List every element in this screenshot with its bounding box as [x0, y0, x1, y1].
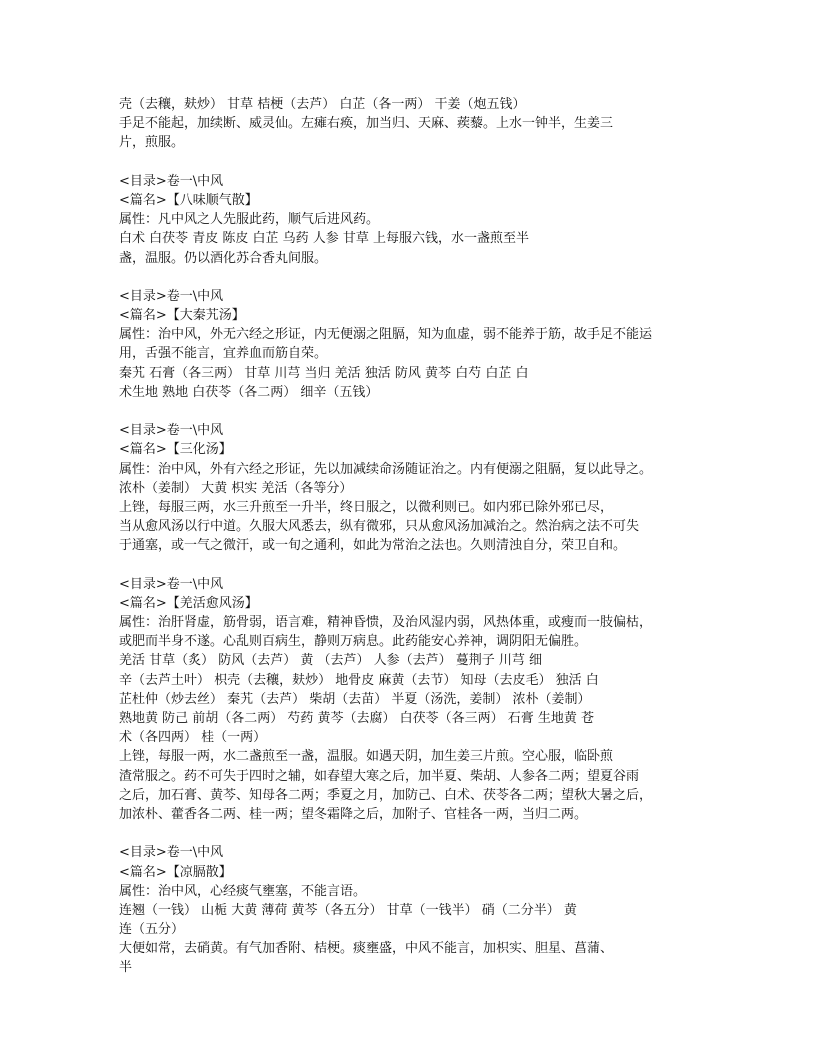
text-line: 浓朴（姜制） 大黄 枳实 羌活（各等分）	[119, 480, 353, 496]
text-line: <目录>卷一\中风	[119, 423, 224, 439]
text-block	[119, 421, 699, 555]
text-line: 上锉，每服三两，水三升煎至一升半，终日服之，以微利则已。如内邪已除外邪已尽，	[119, 499, 614, 515]
text-line: 连（五分）	[119, 922, 185, 938]
text-line: <篇名>【八味顺气散】	[119, 192, 258, 208]
text-line: 术（各四两） 桂（一两）	[119, 730, 267, 746]
text-line: 渣常服之。药不可失于四时之辅，如春望大寒之后，加半夏、柴胡、人参各二两；望夏谷雨	[119, 768, 640, 784]
text-line: 白术 白茯苓 青皮 陈皮 白芷 乌药 人参 甘草 上每服六钱，水一盏煎至半	[119, 231, 530, 247]
text-line: 属性：治中风，外无六经之形证，内无便溺之阻膈，知为血虚，弱不能养于筋，故手足不能运	[119, 327, 653, 343]
text-line: 上锉，每服一两，水二盏煎至一盏，温服。如遇天阴，加生姜三片煎。空心服，临卧煎	[119, 749, 614, 765]
text-line: 羌活 甘草（炙） 防风（去芦） 黄 （去芦） 人参（去芦） 蔓荆子 川芎 细	[119, 653, 543, 669]
text-line: <目录>卷一\中风	[119, 173, 224, 189]
text-line: 或肥而半身不遂。心乱则百病生，静则万病息。此药能安心养神，调阴阳无偏胜。	[119, 634, 588, 650]
text-block	[119, 843, 699, 977]
text-line: 壳（去穰，麸炒） 甘草 桔梗（去芦） 白芷（各一两） 干姜（炮五钱）	[119, 97, 526, 112]
text-line: <目录>卷一\中风	[119, 288, 224, 304]
text-line: 辛（去芦土叶） 枳壳（去穰，麸炒） 地骨皮 麻黄（去节） 知母（去皮毛） 独活 白	[119, 672, 599, 688]
text-block	[119, 575, 699, 824]
paragraph-gap	[119, 153, 699, 172]
text-line: 属性：治中风，心经痰气壅塞，不能言语。	[119, 883, 367, 899]
text-line: 于通塞，或一气之微汗，或一旬之通利，如此为常治之法也。久则清浊自分，荣卫自和。	[119, 538, 627, 554]
text-block	[119, 287, 699, 402]
text-line: <篇名>【羌活愈风汤】	[119, 595, 258, 611]
text-line: 大便如常，去硝黄。有气加香附、桔梗。痰壅盛，中风不能言，加枳实、胆星、菖蒲、	[119, 941, 614, 957]
text-line: 盏，温服。仍以酒化苏合香丸间服。	[119, 250, 328, 266]
text-line: 秦艽 石膏（各三两） 甘草 川芎 当归 羌活 独活 防风 黄芩 白芍 白芷 白	[119, 365, 529, 381]
paragraph-gap	[119, 556, 699, 575]
text-line: <目录>卷一\中风	[119, 845, 224, 861]
text-line: <目录>卷一\中风	[119, 576, 224, 592]
paragraph-gap	[119, 402, 699, 421]
text-line: 术生地 熟地 白茯苓（各二两） 细辛（五钱）	[119, 384, 379, 400]
text-line: 连翘（一钱） 山栀 大黄 薄荷 黄芩（各五分） 甘草（一钱半） 硝（二分半） 黄	[119, 902, 577, 918]
text-line: <篇名>【三化汤】	[119, 442, 232, 458]
paragraph-gap	[119, 268, 699, 287]
text-line: 芷杜仲（炒去丝） 秦艽（去芦） 柴胡（去苗） 半夏（汤洗，姜制） 浓朴（姜制）	[119, 691, 591, 707]
text-line: <篇名>【凉膈散】	[119, 864, 232, 880]
text-line: 加浓朴、藿香各二两、桂一两；望冬霜降之后，加附子、官桂各一两，当归二两。	[119, 806, 588, 822]
text-line: 之后，加石膏、黄芩、知母各二两；季夏之月，加防己、白术、茯苓各二两；望秋大暑之后，	[119, 787, 653, 803]
text-line: <篇名>【大秦艽汤】	[119, 308, 245, 324]
text-line: 片，煎服。	[119, 135, 185, 151]
text-block	[119, 95, 699, 153]
text-line: 属性：治肝肾虚，筋骨弱，语言难，精神昏愦，及治风湿内弱，风热体重，或瘦而一肢偏枯，	[119, 615, 653, 631]
text-line: 手足不能起，加续断、威灵仙。左瘫右痪，加当归、天麻、蒺藜。上水一钟半，生姜三	[119, 116, 614, 132]
paragraph-gap	[119, 824, 699, 843]
document-body	[119, 95, 699, 978]
text-line: 当从愈风汤以行中道。久服大风悉去，纵有微邪，只从愈风汤加减治之。然治病之法不可失	[119, 519, 640, 535]
text-line: 属性：治中风，外有六经之形证，先以加减续命汤随证治之。内有便溺之阻膈，复以此导之。	[119, 461, 653, 477]
text-line: 半	[119, 960, 133, 976]
text-line: 属性：凡中风之人先服此药，顺气后进风药。	[119, 212, 380, 228]
text-line: 用，舌强不能言，宜养血而筋自荣。	[119, 346, 328, 362]
text-block	[119, 172, 699, 268]
text-line: 熟地黄 防己 前胡（各二两） 芍药 黄芩（去腐） 白茯苓（各三两） 石膏 生地黄 苍	[119, 711, 595, 726]
